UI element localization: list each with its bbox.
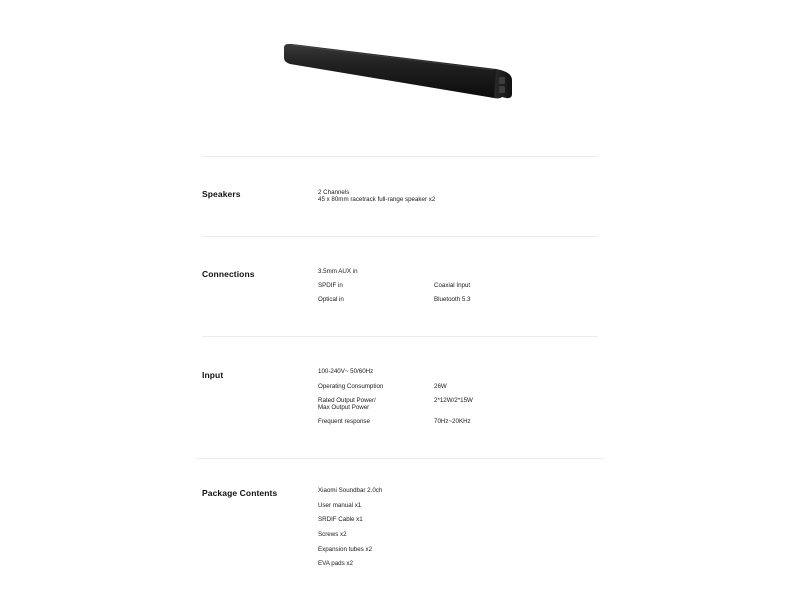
- section-title-speakers: Speakers: [202, 189, 241, 199]
- spec-value: SPDIF in: [318, 282, 343, 289]
- spec-label: Operating Consumption: [318, 383, 384, 390]
- divider: [202, 236, 598, 237]
- package-item: SRDIF Cable x1: [318, 516, 363, 523]
- spec-value: 45 x 80mm racetrack full-range speaker x2: [318, 196, 436, 203]
- section-title-input: Input: [202, 370, 224, 380]
- spec-value: 26W: [434, 383, 447, 390]
- package-item: Screws x2: [318, 531, 347, 538]
- spec-value: Optical in: [318, 296, 344, 303]
- section-title-package-contents: Package Contents: [202, 488, 278, 498]
- spec-value: 3.5mm AUX in: [318, 268, 358, 275]
- divider: [196, 458, 604, 459]
- spec-label: Max Output Power: [318, 404, 370, 411]
- spec-value: 2*12W/2*15W: [434, 397, 473, 404]
- section-title-connections: Connections: [202, 269, 255, 279]
- spec-value: Bluetooth 5.3: [434, 296, 471, 303]
- package-item: User manual x1: [318, 502, 362, 509]
- spec-value: 70Hz~20KHz: [434, 418, 471, 425]
- package-item: EVA pads x2: [318, 560, 353, 567]
- package-item: Expansion tubes x2: [318, 546, 373, 553]
- spec-value: Coaxial Input: [434, 282, 471, 289]
- package-item: Xiaomi Soundbar 2.0ch: [318, 487, 383, 494]
- spec-label: Rated Output Power/: [318, 397, 376, 404]
- soundbar-image: [280, 40, 520, 104]
- divider: [202, 336, 598, 337]
- spec-label: Frequent response: [318, 418, 370, 425]
- spec-value: 100-240V~ 50/60Hz: [318, 368, 374, 375]
- divider: [202, 156, 598, 157]
- spec-value: 2 Channels: [318, 189, 350, 196]
